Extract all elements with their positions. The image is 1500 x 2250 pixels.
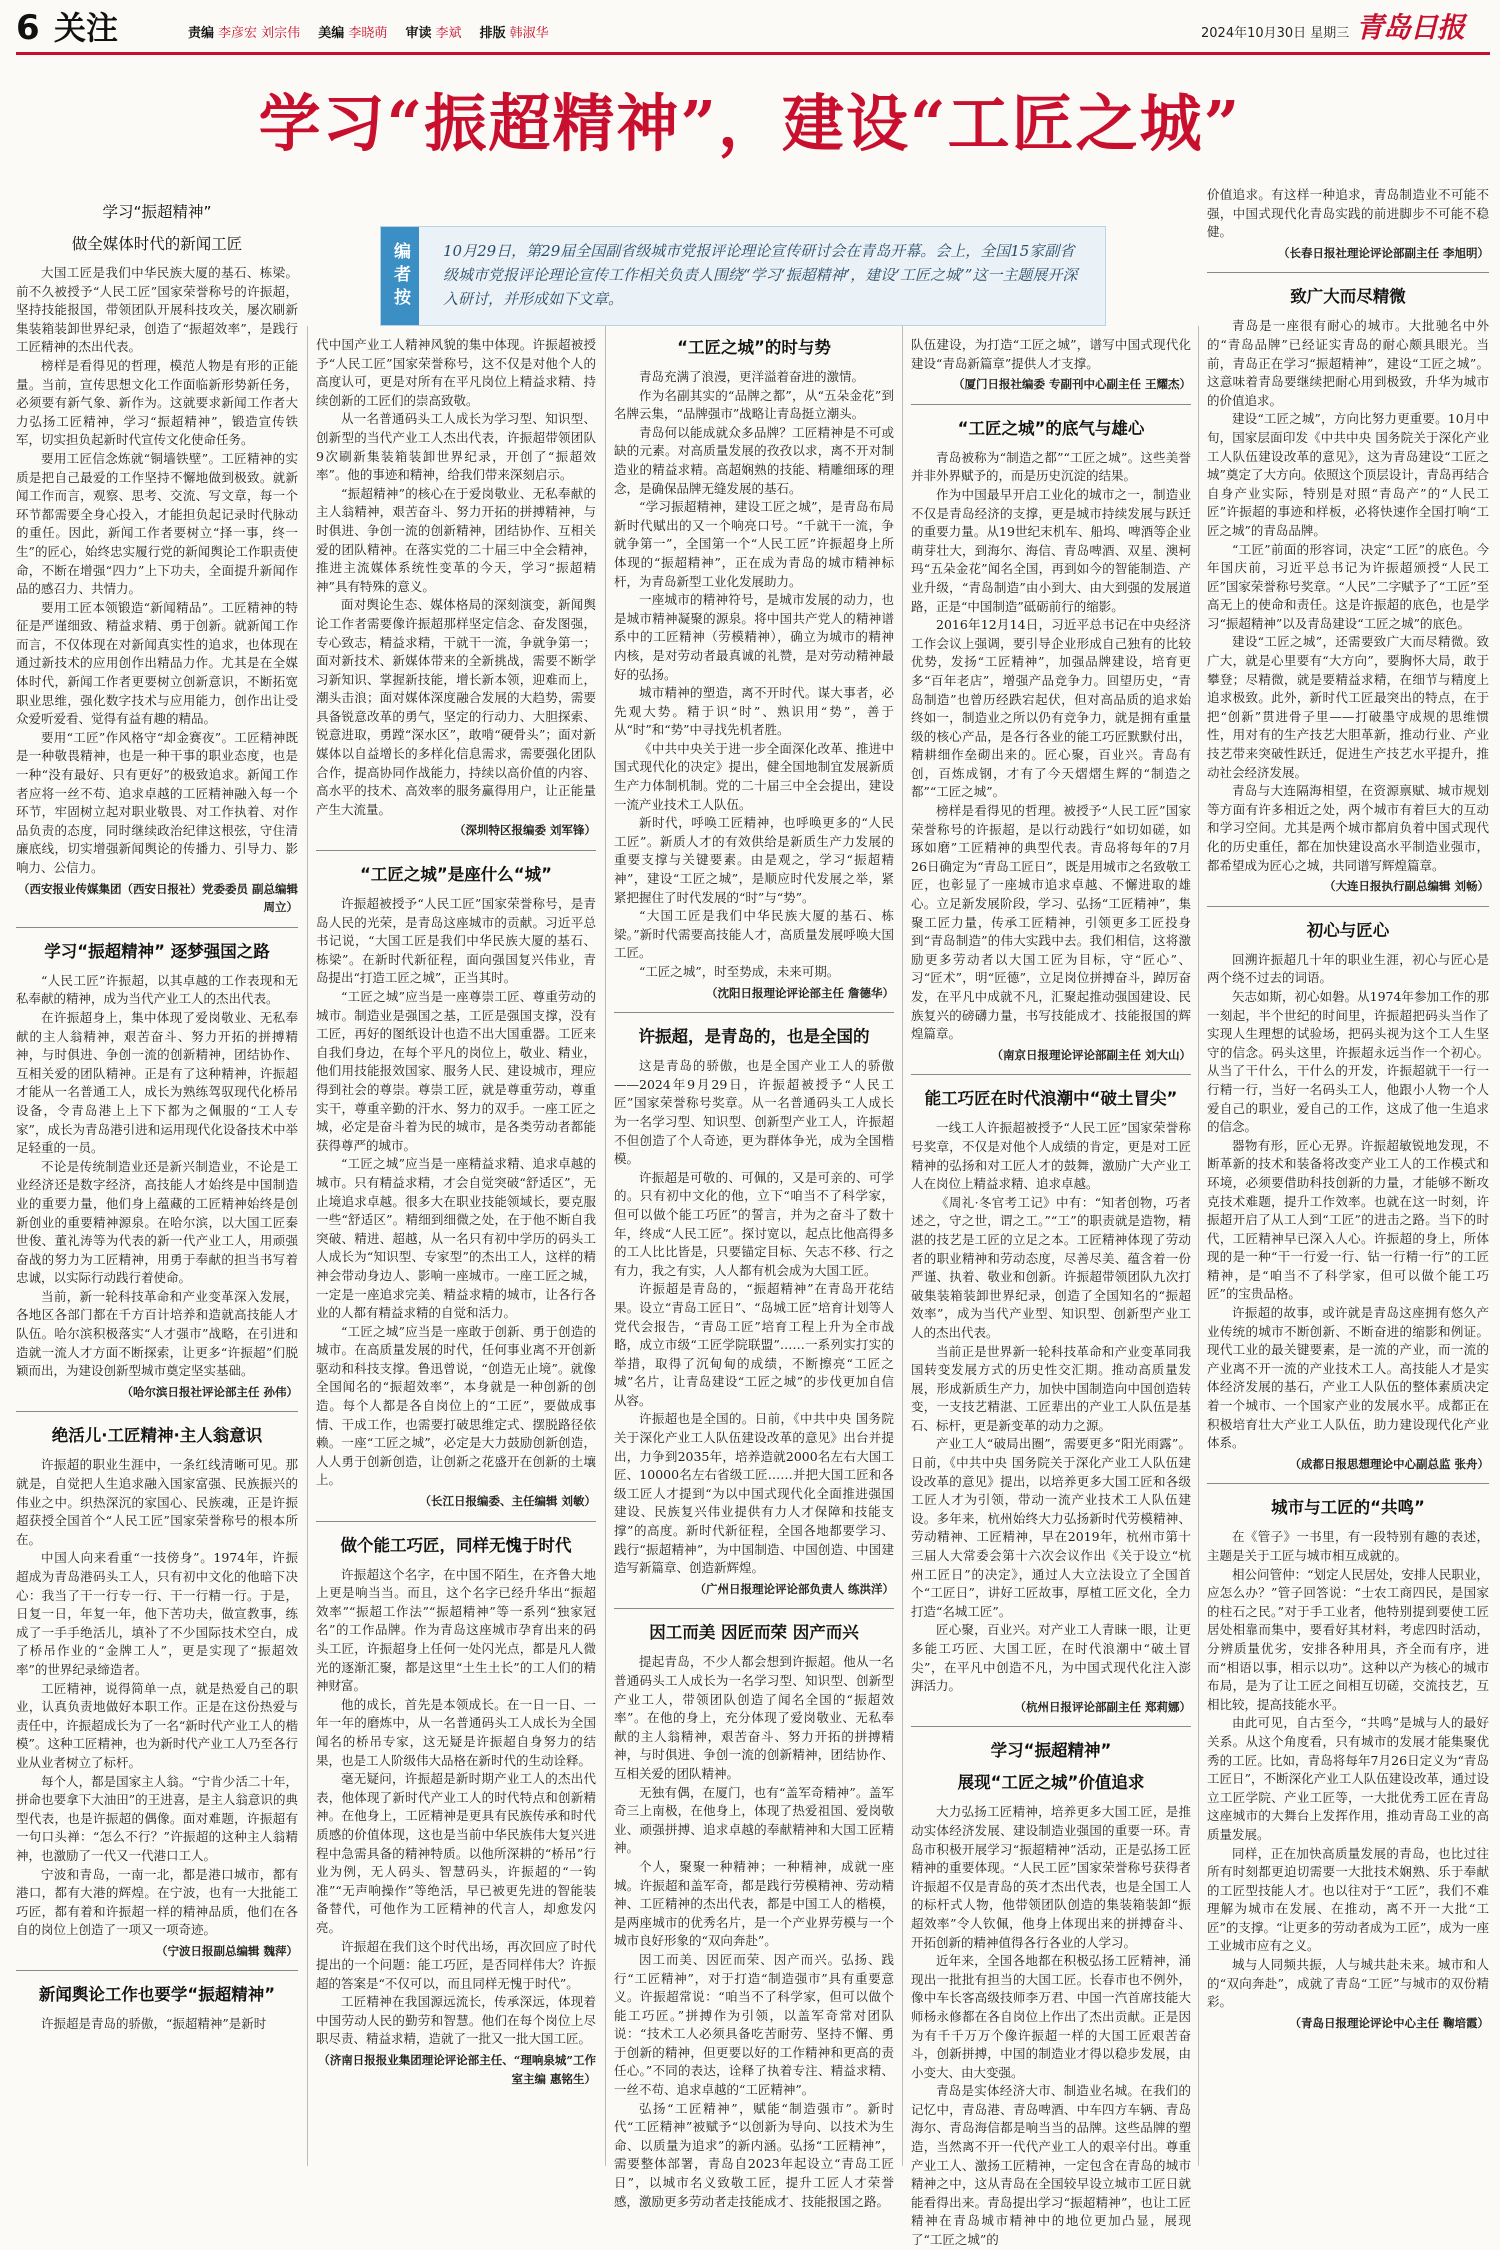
paragraph: 在许振超身上，集中体现了爱岗敬业、无私奉献的主人翁精神，艰苦奋斗、努力开拓的拼搏精神，与时俱进、争创一流的创新精神，团结协作、互相关爱的团队精神。正是有了这种精神，许振超才能从一名普通工人，成长为熟练驾驭现代化桥吊设备，令青岛港上上下下都为之佩服的“工人专家”，成长为青岛港引进和运用现代化设备技术中举足轻重的一员。 xyxy=(16,1009,298,1156)
paragraph: 工匠精神在我国源远流长，传承深远，体现着中国劳动人民的勤劳和智慧。他们在每个岗位上尽职尽责、精益求精，造就了一批又一批大国工匠。 xyxy=(316,1994,596,2047)
divider xyxy=(316,1521,596,1522)
paragraph: “学习振超精神，建设工匠之城”，是青岛布局新时代赋出的又一个响亮口号。“千就干一流，争就争第一”，全国第一个“人民工匠”许振超身上所体现的“振超精神”，正在成为青岛的城市精神标杆，为青岛新型工业化发展助力。 xyxy=(614,499,894,589)
paragraph: 许振超被授予“人民工匠”国家荣誉称号，是青岛人民的光荣，是青岛这座城市的贡献。习近平总书记说，“大国工匠是我们中华民族大厦的基石、栋梁”。在新时代新征程，面向强国复兴伟业，青岛提出“打造工匠之城”，正当其时。 xyxy=(316,896,596,986)
section-name: 关注 xyxy=(54,9,119,47)
paragraph: “工匠之城”，时至势成，未来可期。 xyxy=(639,964,840,979)
newspaper-logo: 青岛日报 xyxy=(1356,11,1465,44)
paragraph: 青岛与大连隔海相望，在资源禀赋、城市规划等方面有许多相近之处，两个城市有着巨大的互动和学习空间。尤其是两个城市都肩负着中国式现代化的历史重任，都在加快建设高水平制造业强市，都希望成为匠心之城，共同谱写辉煌篇章。 xyxy=(1207,783,1489,873)
paragraph: “工匠”前面的形容词，决定“工匠”的底色。今年国庆前，习近平总书记为许振超颁授“人民工匠”国家荣誉称号奖章。“人民”二字赋予了“工匠”至高无上的使命和责任。这是许振超的底色，也是学习“振超精神”以及青岛建设“工匠之城”的底色。 xyxy=(1207,541,1489,631)
paragraph: 器物有形，匠心无界。许振超敏锐地发现，不断革新的技术和装备将改变产业工人的工作模式和环境，必须要借助科技创新的力量，才能够不断攻克技术难题，提升工作效率。也就在这一时刻，许振超开启了从工人到“工匠”的进击之路。当下的时代，工匠精神早已深入人心。许振超的身上，所体现的是一种“干一行爱一行、钻一行精一行”的工匠精神，是“咱当不了科学家，但可以做个能工巧匠”的宝贵品格。 xyxy=(1207,1137,1489,1302)
editor-note-text: 10月29日，第29届全国副省级城市党报评论理论宣传研讨会在青岛开幕。会上，全国15家副省级城市党报评论理论宣传工作相关负责人围绕“学习‘振超精神’，建设‘工匠之城’”这一主题展开深入研讨，并形成如下文章。 xyxy=(443,242,1078,308)
paragraph: 许振超的故事，或许就是青岛这座拥有悠久产业传统的城市不断创新、不断奋进的缩影和例证。现代工业的最关键要素，是一流的产业，而一流的产业离不开一流的产业技术工人。高技能人才是实体经济发展的基石，产业工人队伍的整体素质决定着一个城市、一个国家产业的发展水平。成都正在积极培育壮大产业工人队伍，助力建设现代化产业体系。 xyxy=(1207,1305,1489,1451)
divider xyxy=(1207,906,1489,907)
paragraph: 当前，新一轮科技革命和产业变革深入发展，各地区各部门都在千方百计培养和造就高技能人才队伍。哈尔滨积极落实“人才强市”战略，在引进和造就一流人才方面不断探索，让更多“许振超”们脱颖而出，为建设创新型城市奠定坚实基础。 xyxy=(16,1288,298,1379)
paragraph: “人民工匠”许振超，以其卓越的工作表现和无私奉献的精神，成为当代产业工人的杰出代表。 xyxy=(16,972,298,1007)
byline: （杭州日报评论部副主任 郑莉娜） xyxy=(1014,1699,1191,1714)
byline: （济南日报报业集团理论评论部主任、“理响泉城”工作室主编 惠铭生） xyxy=(318,2053,596,2086)
article-title: 新闻舆论工作也要学“振超精神” xyxy=(38,1985,276,2005)
article-subtitle: 做全媒体时代的新闻工匠 xyxy=(71,235,243,253)
issue-date: 2024年10月30日 星期三 xyxy=(1201,26,1350,41)
paragraph: 这是青岛的骄傲，也是全国产业工人的骄傲——2024年9月29日，许振超被授予“人民工匠”国家荣誉称号奖章。从一名普通码头工人成长为一名学习型、知识型、创新型产业工人，许振超不但创造了个人奇迹，更为群体争光，成为全国楷模。 xyxy=(614,1058,894,1167)
column-2 xyxy=(316,336,596,2166)
paragraph: 价值追求。有这样一种追求，青岛制造业不可能不强，中国式现代化青岛实践的前进脚步不可能不稳健。 xyxy=(1207,187,1489,240)
paragraph: 相公问管仲：“划定人民居处，安排人民职业，应怎么办？”管子回答说：“士农工商四民，是国家的柱石之民。”对于手工业者，他特别提到要使工匠居处相靠而集中，要看好其材料，考虑四时活动，分辨质量优劣，安排各种用具，齐全而有序，进而“相语以事，相示以功”。这种以产为核心的城市布局，是为了让工匠之间相互切磋，交流技艺，互相比较，提高技能水平。 xyxy=(1207,1566,1489,1712)
article-title: “工匠之城”是座什么“城” xyxy=(360,865,552,885)
divider xyxy=(316,850,596,851)
paragraph: 产业工人“破局出圈”，需要更多“阳光雨露”。日前，《中共中央 国务院关于深化产业工人队伍建设改革的意见》提出，以培养更多大国工匠和各级工匠人才为引领，带动一流产业技术工人队伍建设。多年来，杭州始终大力弘扬新时代劳模精神、劳动精神、工匠精神，早在2019年，杭州市第十三届人大常委会第十六次会议作出《关于设立“杭州工匠日”的决定》，通过人大立法设立了全国首个“工匠日”，讲好工匠故事，厚植工匠文化，全力打造“名城工匠”。 xyxy=(911,1436,1191,1619)
byline: （长春日报社理论评论部副主任 李旭明） xyxy=(1277,245,1489,260)
article-title: “工匠之城”的底气与雄心 xyxy=(957,418,1145,438)
paragraph: 他的成长，首先是本领成长。在一日一日、一年一年的磨炼中，从一名普通码头工人成长为全国闻名的桥吊专家，这无疑是许振超自身努力的结果，也是工人阶级伟大品格在新时代的生动诠释。 xyxy=(316,1696,596,1768)
paragraph: 许振超是青岛的骄傲，“振超精神”是新时 xyxy=(41,2016,267,2032)
paragraph: 建设“工匠之城”，方向比努力更重要。10月中旬，国家层面印发《中共中央 国务院关于深化产业工人队伍建设改革的意见》，这为青岛建设“工匠之城”奠定了大方向。依照这个顶层设计，青岛再结合自身产业实际，特别是对照“青岛产”的“人民工匠”许振超的事迹和样板，必将快速作全国打响“工匠之城”的青岛品牌。 xyxy=(1207,411,1489,538)
byline: （宁波日报副总编辑 魏萍） xyxy=(155,1943,298,1958)
column-4 xyxy=(911,336,1191,2248)
paragraph: “大国工匠是我们中华民族大厦的基石、栋梁。”新时代需要高技能人才，高质量发展呼唤大国工匠。 xyxy=(614,908,894,961)
article-title: 能工巧匠在时代浪潮中“破土冒尖” xyxy=(924,1089,1178,1109)
divider xyxy=(16,927,298,928)
column-5 xyxy=(1207,186,1489,2166)
paragraph: 许振超这个名字，在中国不陌生，在齐鲁大地上更是响当当。而且，这个名字已经升华出“振超效率”“振超工作法”“振超精神”等一系列“独家冠名”的工作品牌。作为青岛这座城市孕育出来的码头工匠，许振超身上任何一处闪光点，都是凡人微光的逐渐汇聚，都是这里“土生土长”的工人们的精神财富。 xyxy=(316,1566,596,1694)
editor-note-tag: 编者按 xyxy=(381,227,419,325)
divider xyxy=(1207,1483,1489,1484)
paragraph: 代中国产业工人精神风貌的集中体现。许振超被授予“人民工匠”国家荣誉称号，这不仅是对他个人的高度认可，更是对所有在平凡岗位上精益求精、持续创新的工匠们的崇高致敬。 xyxy=(316,337,596,408)
paragraph: 由此可见，自古至今，“共鸣”是城与人的最好关系。从这个角度看，只有城市的发展才能集聚优秀的工匠。比如，青岛将每年7月26日定义为“青岛工匠日”，不断深化产业工人队伍建设改革，通过设立工匠学院、产业工匠等，一大批优秀工匠在青岛这座城市的大舞台上发挥作用，推动青岛工业的高质量发展。 xyxy=(1207,1715,1489,1842)
paragraph: 要用工匠本领锻造“新闻精品”。工匠精神的特征是严谨细致、精益求精、勇于创新。就新闻工作而言，不仅体现在对新闻真实性的追求，也体现在通过新技术的应用创作出精品力作。尤其是在全媒体时代，新闻工作者更要树立创新意识，不断拓宽职业思维，强化数字技术与应用能力，创作出让受众爱听爱看、觉得有益有趣的精品。 xyxy=(16,599,298,727)
byline: （青岛日报理论评论中心主任 鞠培霞） xyxy=(1289,2015,1489,2030)
paragraph: 作为中国最早开启工业化的城市之一，制造业不仅是青岛经济的支撑，更是城市持续发展与跃迁的重要力量。从19世纪末机车、船坞、啤酒等企业萌芽壮大，到海尔、海信、青岛啤酒、双星、澳柯玛“五朵金花”闻名全国，再到如今的智能制造、产业升级，“青岛制造”由小到大、由大到强的发展道路，正是“中国制造”砥砺前行的缩影。 xyxy=(911,486,1191,614)
paragraph: 提起青岛，不少人都会想到许振超。他从一名普通码头工人成长为一名学习型、知识型、创新型产业工人，带领团队创造了闻名全国的“振超效率”。在他的身上，充分体现了爱岗敬业、无私奉献的主人翁精神，艰苦奋斗、努力开拓的拼搏精神，与时俱进、争创一流的创新精神，团结协作、互相关爱的团队精神。 xyxy=(614,1654,894,1781)
paragraph: 大力弘扬工匠精神，培养更多大国工匠，是推动实体经济发展、建设制造业强国的重要一环。青岛市积极开展学习“振超精神”活动，正是弘扬工匠精神的重要体现。“人民工匠”国家荣誉称号获得者许振超不仅是青岛的英才杰出代表，也是全国工人的标杆式人物，他带领团队创造的集装箱装卸“振超效率”令人钦佩，他身上体现出来的拼搏奋斗、开拓创新的精神值得各行各业的人学习。 xyxy=(911,1804,1191,1950)
column-3 xyxy=(614,336,894,2209)
paragraph: 因工而美、因匠而荣、因产而兴。弘扬、践行“工匠精神”，对于打造“制造强市”具有重要意义。许振超常说：“咱当不了科学家，但可以做个能工巧匠。”拼搏作为引领，以盖军奇常对团队说：“技术工人必须具备吃苦耐劳、坚持不懈、勇于创新的精神，但更要以好的工作精神和更高的责任心。”不同的表达，诠释了执着专注、精益求精、一丝不苟、追求卓越的“工匠精神”。 xyxy=(614,1951,894,2098)
byline: （西安报业传媒集团（西安日报社）党委委员 副总编辑 周立） xyxy=(17,881,298,915)
article-title: 因工而美 因匠而荣 因产而兴 xyxy=(649,1623,859,1643)
masthead xyxy=(16,8,1490,55)
paragraph: 榜样是看得见的哲理。被授予“人民工匠”国家荣誉称号的许振超，是以行动践行“如切如磋，如琢如磨”工匠精神的典型代表。青岛将每年的7月26日确定为“青岛工匠日”，既是用城市之名致敬工匠，也彰显了一座城市追求卓越、不懈进取的雄心。立足新发展阶段，学习、弘扬“工匠精神”，集聚工匠力量，传承工匠精神，引领更多工匠投身到“青岛制造”的伟大实践中去。我们相信，这将激励更多劳动者以大国工匠为目标，守“匠心”、习“匠术”，明“匠德”，立足岗位拼搏奋斗，踔厉奋发，在平凡中成就不凡，汇聚起推动强国建设、民族复兴的磅礴力量，书写技能成才、技能报国的辉煌篇章。 xyxy=(911,803,1191,1042)
paragraph: 许振超是可敬的、可佩的，又是可亲的、可学的。只有初中文化的他，立下“咱当不了科学家，但可以做个能工巧匠”的誓言，并为之奋斗了数十年，终成“人民工匠”。探讨宽以，起点比他高得多的工人比比皆是，只要锚定目标、矢志不移、行之有力，我之有实，人人都有机会成为大国工匠。 xyxy=(614,1169,894,1278)
paragraph: 在《管子》一书里，有一段特别有趣的表述，主题是关于工匠与城市相互成就的。 xyxy=(1207,1529,1489,1563)
credits: 责编 李彦宏 刘宗伟 美编 李晓萌 审读 李斌 排版 韩淑华 xyxy=(188,26,549,41)
paragraph: 许振超也是全国的。日前，《中共中央 国务院关于深化产业工人队伍建设改革的意见》出台并提出，力争到2035年，培养造就2000名左右大国工匠、10000名左右省级工匠……并把大国工匠和各级工匠人才提到“为以中国式现代化全面推进强国建设、民族复兴伟业提供有力人才保障和技能支撑”的高度。新时代新征程，全国各地都要学习、践行“振超精神”，为中国制造、中国创造、中国建造写新篇章、创造新辉煌。 xyxy=(614,1411,894,1576)
paragraph: 要用“工匠”作风格守“却金赛夜”。工匠精神既是一种敬畏精神，也是一种干事的职业态度，也是一种“没有最好、只有更好”的极致追求。新闻工作者应将一丝不苟、追求卓越的工匠精神融入每一个环节，牢固树立起对职业敬畏、对工作执着、对作品负责的态度，同时继续政治纪律这根弦，守住清廉底线，切实增强新闻舆论的传播力、引导力、影响力、公信力。 xyxy=(16,729,298,875)
paragraph: 近年来，全国各地都在积极弘扬工匠精神，涌现出一批批有担当的大国工匠。长春市也不例外，像中车长客高级技师李万君、中国一汽首席技能大师杨永修都在各自岗位上作出了杰出贡献。正是因为有千千万万个像许振超一样的大国工匠艰苦奋斗，创新拼搏，中国的制造业才得以稳步发展，由小变大、由大变强。 xyxy=(911,1953,1191,2080)
divider xyxy=(16,1970,298,1971)
paragraph: 建设“工匠之城”，还需要致广大而尽精微。致广大，就是心里要有“大方向”，要胸怀大局，敢于攀登；尽精微，就是要精益求精，在细节与精度上追求极致。此外，新时代工匠最突出的特点，在于把“创新”贯进骨子里——打破墨守成规的思维惯性，用对有的生产技艺大胆革新，推动行业、产业技艺带来突破性跃迁，促进生产技艺水平提升，推动社会经济发展。 xyxy=(1207,634,1489,780)
article-title: 城市与工匠的“共鸣” xyxy=(1271,1498,1425,1518)
paragraph: 从一名普通码头工人成长为学习型、知识型、创新型的当代产业工人杰出代表，许振超带领团队9次刷新集装箱装卸世界纪录，开创了“振超效率”。他的事迹和精神，给我们带来深刻启示。 xyxy=(316,411,596,483)
divider xyxy=(614,1012,894,1013)
page-number: 6 xyxy=(16,8,40,48)
divider xyxy=(911,1074,1191,1075)
article-title: 学习“振超精神” xyxy=(990,1741,1112,1761)
divider xyxy=(614,1608,894,1609)
paragraph: 《周礼·冬官考工记》中有：“知者创物，巧者述之，守之世，谓之工。”“工”的职责就是造物，精湛的技艺是工匠的立足之本。工匠精神体现了劳动者的职业精神和劳动态度，尽善尽美、蕴含着一份严谨、执着、敬业和创新。许振超带领团队九次打破集装箱装卸世界纪录，创造了全国知名的“振超效率”，成为当代产业型、知识型、创新型产业工人的杰出代表。 xyxy=(911,1194,1191,1340)
paragraph: 不论是传统制造业还是新兴制造业，不论是工业经济还是数字经济，高技能人才始终是中国制造业的重要力量，他们身上蕴藏的工匠精神始终是创新创业的重要精神源泉。在哈尔滨，以大国工匠秦世俊、董礼涛等为代表的新一代产业工人，用顽强奋战的努力为工匠精神，用勇于奉献的担当书写着忠诚，以实际行动践行着使命。 xyxy=(16,1158,298,1286)
byline: （沈阳日报理论评论部主任 詹德华） xyxy=(705,985,894,1000)
paragraph: 无独有偶，在厦门，也有“盖军奇精神”。盖军奇三上南极，在他身上，体现了热爱祖国、爱岗敬业、顽强拼搏、追求卓越的奉献精神和大国工匠精神。 xyxy=(614,1784,894,1856)
paragraph: 矢志如斯，初心如磐。从1974年参加工作的那一刻起，半个世纪的时间里，许振超把码头当作了实现人生理想的试验场，把码头视为这个工人生坚守的信念。码头这里，许振超永远当作一个初心。从当了干什么，干什么的开发，许振超就干一行一行精一行，当好一名码头工人，他跟小人物一个人爱自己的职业，爱自己的工作，这成了他一生追求的信念。 xyxy=(1207,988,1489,1135)
divider xyxy=(911,1726,1191,1727)
article-title: 做个能工巧匠，同样无愧于时代 xyxy=(340,1535,572,1555)
paragraph: 城与人同频共振，人与城共赴未来。城市和人的“双向奔赴”，成就了青岛“工匠”与城市的双份精彩。 xyxy=(1207,1957,1489,2010)
article-title: 初心与匠心 xyxy=(1306,920,1390,940)
paragraph: 宁波和青岛，一南一北，都是港口城市，都有港口，都有大港的辉煌。在宁波，也有一大批能工巧匠，都有着和许振超一样的精神品质，他们在各自的岗位上创造了一项又一项奇迹。 xyxy=(16,1866,298,1938)
divider xyxy=(16,1411,298,1412)
paragraph: 青岛何以能成就众多品牌？工匠精神是不可或缺的元素。对高质量发展的孜孜以求，离不开对制造业的精益求精。高超娴熟的技能、精雕细琢的理念，是确保品牌无缝发展的基石。 xyxy=(614,424,894,496)
byline: （南京日报理论评论部副主任 刘大山） xyxy=(991,1047,1191,1062)
page-headline: 学习“振超精神”，建设“工匠之城” xyxy=(258,87,1242,160)
column-rule xyxy=(1198,326,1199,2166)
paragraph: “工匠之城”应当是一座精益求精、追求卓越的城市。只有精益求精，才会自觉突破“舒适区”，无止境追求卓越。很多大在职业技能领域长，要克服一些“舒适区”。精细到细微之处，在于他不断自我突破、精进、超越，从一名只有初中学历的码头工人成长为“知识型、专家型”的杰出工人，这样的精神会带动身边人、影响一座城市。一座工匠之城，一定是一座追求完美、精益求精的城市，让各行各业的人都有精益求精的自觉和活力。 xyxy=(316,1156,596,1321)
paragraph: 要用工匠信念炼就“铜墙铁壁”。工匠精神的实质是把自己最爱的工作坚持不懈地做到极致。就新闻工作而言，观察、思考、交流、写文章，每一个环节都需要全身心投入，才能担负起记录时代脉动的重任。因此，新闻工作者要树立“择一事，终一生”的匠心，始终忠实履行党的新闻舆论工作职责使命，不断在增强“四力”上下功夫，全面提升新闻作品的感召力、共情力。 xyxy=(16,450,298,597)
paragraph: 毫无疑问，许振超是新时期产业工人的杰出代表，他体现了新时代产业工人的时代特点和创新精神。在他身上，工匠精神是更具有民族传承和时代质感的价值体现，这也是当前中华民族伟大复兴进程中急需具备的精神特质。以他所深耕的“桥吊”行业为例，无人码头、智慧码头，许振超的“一钩准”“无声响操作”等绝活，早已被更先进的智能装备替代，可他作为工匠精神的代言人，却愈发闪亮。 xyxy=(316,1771,596,1935)
column-1 xyxy=(16,200,298,2165)
article-title: 学习“振超精神” xyxy=(102,203,212,221)
paragraph: 作为名副其实的“品牌之都”，从“五朵金花”到名牌云集，“品牌强市”战略让青岛挺立潮头。 xyxy=(614,387,894,422)
paragraph: 2016年12月14日，习近平总书记在中央经济工作会议上强调，要引导企业形成自己独有的比较优势，发扬“工匠精神”，加强品牌建设，培育更多“百年老店”，增强产品竞争力。回望历史，“青岛制造”也曾历经跌宕起伏，但对高品质的追求始终如一，制造业之所以仍有竞争力，就是拥有重量级的核心产品，是各行各业的能工巧匠默默付出，精耕细作垒砌出来的。匠心聚，百业兴。青岛有创，百炼成钢，才有了今天熠熠生辉的“制造之都”“工匠之城”。 xyxy=(911,617,1191,800)
paragraph: 中国人向来看重“一技傍身”。1974年，许振超成为青岛港码头工人，只有初中文化的他暗下决心：我当了干一行专一行、干一行精一行。于是，日复一日，年复一年，他下苦功夫，做宣教事，练成了一手手绝活儿，填补了不少国际技术空白，成了桥吊作业的“金牌工人”，更是实现了“振超效率”的世界纪录缔造者。 xyxy=(16,1550,298,1677)
column-rule xyxy=(605,326,606,2166)
paragraph: 许振超是青岛的，“振超精神”在青岛开花结果。设立“青岛工匠日”、“岛城工匠”培育计划等人党代会报告，“青岛工匠”培育工程上升为全市战略，成立市级“工匠学院联盟”……一系列实打实的举措，取得了沉甸甸的成绩，不断擦亮“工匠之城”名片，让青岛建设“工匠之城”的步伐更加自信从容。 xyxy=(614,1281,894,1408)
divider xyxy=(1207,272,1489,273)
paragraph: 当前正是世界新一轮科技革命和产业变革同我国转变发展方式的历史性交汇期。推动高质量发展，形成新质生产力，加快中国制造向中国创造转变，一支技艺精湛、工匠辈出的产业工人队伍是基石、标杆，更是新变革的动力之源。 xyxy=(911,1343,1191,1433)
paragraph: 许振超在我们这个时代出场，再次回应了时代提出的一个问题：能工巧匠，是否同样伟大？许振超的答案是“不仅可以，而且同样无愧于时代”。 xyxy=(316,1938,596,1991)
paragraph: 新时代，呼唤工匠精神，也呼唤更多的“人民工匠”。新质人才的有效供给是新质生产力发展的重要支撑与关键要素。由是观之，学习“振超精神”，建设“工匠之城”，是顺应时代发展之举，紧紧把握住了时代发展的“时”与“势”。 xyxy=(614,815,894,905)
paragraph: 青岛是一座很有耐心的城市。大批驰名中外的“青岛品牌”已经证实青岛的耐心颇具眼光。当前，青岛正在学习“振超精神”，建设“工匠之城”。这意味着青岛要继续把耐心用到极致，升华为城市的价值追求。 xyxy=(1207,318,1489,408)
editor-note xyxy=(380,226,1106,326)
article-title: 学习“振超精神” 逐梦强国之路 xyxy=(44,941,270,961)
byline: （大连日报执行副总编辑 刘畅） xyxy=(1323,879,1489,894)
paragraph: 匠心聚，百业兴。对产业工人青睐一眼，让更多能工巧匠、大国工匠，在时代浪潮中“破土冒尖”，在平凡中创造不凡，为中国式现代化注入澎湃活力。 xyxy=(911,1622,1191,1694)
article-title: 致广大而尽精微 xyxy=(1290,287,1406,307)
paragraph: 青岛被称为“制造之都”“工匠之城”。这些美誉并非外界赋予的，而是历史沉淀的结果。 xyxy=(911,449,1191,484)
paragraph: “工匠之城”应当是一座尊崇工匠、尊重劳动的城市。制造业是强国之基，工匠是强国支撑，没有工匠，再好的图纸设计也造不出大国重器。工匠来自我们身边，在每个平凡的岗位上，敬业、精业，他们用技能报效国家、服务人民、建设城市，理应得到社会的尊崇。尊崇工匠，就是尊重劳动，尊重实干，尊重辛勤的汗水、努力的双手。一座工匠之城，必定是奋斗着为民的城市，是各类劳动者都能获得尊严的城市。 xyxy=(316,989,596,1153)
paragraph: 城市精神的塑造，离不开时代。谋大事者，必先观大势。精于识“时”、熟识用“势”，善于从“时”和“势”中寻找先机者胜。 xyxy=(614,685,894,738)
column-rule xyxy=(902,326,903,2166)
byline: （广州日报理论评论部负责人 练洪洋） xyxy=(694,1581,894,1596)
paragraph: 一座城市的精神符号，是城市发展的动力，也是城市精神凝聚的源泉。将中国共产党人的精神谱系中的工匠精神（劳模精神），确立为城市的精神内核，是对劳动者最真诚的礼赞，是对劳动精神最好的弘扬。 xyxy=(614,592,894,682)
paragraph: 许振超的职业生涯中，一条红线清晰可见。那就是，自觉把人生追求融入国家富强、民族振兴的伟业之中。织热深沉的家国心、民族魂，正是许振超获授全国首个“人民工匠”国家荣誉称号的根本所在。 xyxy=(16,1457,298,1547)
article-subtitle: 展现“工匠之城”价值追求 xyxy=(957,1773,1145,1793)
paragraph: 榜样是看得见的哲理，模范人物是有形的正能量。当前，宣传思想文化工作面临新形势新任务，必须要有新气象、新作为。这就要求新闻工作者大力弘扬工匠精神，学习“振超精神”，锻造宣传铁军，切实担负起新时代宣传文化使命任务。 xyxy=(16,357,298,448)
byline: （成都日报思想理论中心副总监 张舟） xyxy=(1289,1456,1489,1471)
paragraph: “振超精神”的核心在于爱岗敬业、无私奉献的主人翁精神，艰苦奋斗、努力开拓的拼搏精神，与时俱进、争创一流的创新精神，团结协作、互相关爱的团队精神。在落实党的二十届三中全会精神，推进主流媒体系统性变革的今天，学习“振超精神”具有特殊的意义。 xyxy=(316,485,596,594)
paragraph: 一线工人许振超被授予“人民工匠”国家荣誉称号奖章，不仅是对他个人成绩的肯定，更是对工匠精神的弘扬和对工匠人才的鼓舞，激励广大产业工人在岗位上精益求精、追求卓越。 xyxy=(911,1120,1191,1192)
paragraph: 每个人，都是国家主人翁。“宁肯少活二十年，拼命也要拿下大油田”的王进喜，是主人翁意识的典型代表，也是许振超的偶像。面对难题，许振超有一句口头禅：“怎么不行？”许振超的这种主人翁精神，也激励了一代又一代港口工人。 xyxy=(16,1773,298,1863)
paragraph: “工匠之城”应当是一座敢于创新、勇于创造的城市。在高质量发展的时代，任何事业离不开创新驱动和科技支撑。鲁迅曾说，“创造无止境”。就像全国闻名的“振超效率”，本身就是一种创新的创造。每个人都是各自岗位上的“工匠”，要做成事情、干成工作，也需要打破思维定式、摆脱路径依赖。一座“工匠之城”，必定是大力鼓励创新创造，人人勇于创新创造，让创新之花盛开在创新的土壤上。 xyxy=(316,1323,596,1488)
byline: （长江日报编委、主任编辑 刘敏） xyxy=(419,1494,596,1509)
paragraph: 青岛充满了浪漫，更洋溢着奋进的激情。 xyxy=(639,369,865,384)
paragraph: 同样，正在加快高质量发展的青岛，也比过往所有时刻都更迫切需要一大批技术娴熟、乐于奉献的工匠型技能人才。也以往对于“工匠”，我们不难理解为城市在发展、在推动，离不开一大批“工匠”的支撑。“让更多的劳动者成为工匠”，成为一座工业城市应有之义。 xyxy=(1207,1845,1489,1954)
article-title: “工匠之城”的时与势 xyxy=(677,338,831,357)
article-title: 许振超，是青岛的，也是全国的 xyxy=(638,1027,870,1047)
byline: （深圳特区报编委 刘军锋） xyxy=(453,823,596,838)
article-title: 绝活儿·工匠精神·主人翁意识 xyxy=(51,1426,263,1446)
paragraph: 回溯许振超几十年的职业生涯，初心与匠心是两个绕不过去的词语。 xyxy=(1207,951,1489,986)
paragraph: 个人，聚聚一种精神；一种精神，成就一座城。许振超和盖军奇，都是践行劳模精神、劳动精神、工匠精神的杰出代表，都是中国工人的楷模，是两座城市的优秀名片，是一个产业界劳模与一个城市良好形象的“双向奔赴”。 xyxy=(614,1858,894,1949)
byline: （哈尔滨日报社评论部主任 孙伟） xyxy=(121,1384,298,1399)
paragraph: 队伍建设，为打造“工匠之城”，谱写中国式现代化建设“青岛新篇章”提供人才支撑。 xyxy=(911,337,1191,371)
byline: （厦门日报社编委 专副刊中心副主任 王耀杰） xyxy=(952,377,1191,392)
paragraph: 《中共中央关于进一步全面深化改革、推进中国式现代化的决定》提出，健全国地制宜发展新质生产力体制机制。党的二十届三中全会提出，建设一流产业技术工人队伍。 xyxy=(614,740,894,812)
paragraph: 弘扬“工匠精神”，赋能“制造强市”。新时代“工匠精神”被赋予“以创新为导向、以技术为生命、以质量为追求”的新内涵。弘扬“工匠精神”，需要整体部署，青岛自2023年起设立“青岛工匠日”，以城市名义致敬工匠，提升工匠人才荣誉感，激励更多劳动者走技能成才、技能报国之路。 xyxy=(614,2100,894,2209)
column-rule xyxy=(307,326,308,2166)
paragraph: 青岛是实体经济大市、制造业名城。在我们的记忆中，青岛港、青岛啤酒、中车四方车辆、青岛海尔、青岛海信都是响当当的品牌。这些品牌的塑造，当然离不开一代代产业工人的艰辛付出。尊重产业工人、激扬工匠精神，一定包含在青岛的城市精神之中，这从青岛在全国较早设立城市工匠日就能看得出来。青岛提出学习“振超精神”，也让工匠精神在青岛城市精神中的地位更加凸显，展现了“工匠之城”的 xyxy=(911,2083,1191,2248)
paragraph: 工匠精神，说得简单一点，就是热爱自己的职业，认真负责地做好本职工作。正是在这份热爱与责任中，许振超成长为了一名“新时代产业工人的楷模”。这种工匠精神，也为新时代产业工人乃至各行业从业者树立了标杆。 xyxy=(16,1680,298,1770)
paragraph: 面对舆论生态、媒体格局的深刻演变，新闻舆论工作者需要像许振超那样坚定信念、奋发图强，专心致志，精益求精，干就干一流，争就争第一；面对新技术、新媒体带来的全新挑战，需要不断学习新知识、掌握新技能，增长新本领，迎难而上，潮头击浪；面对媒体深度融合发展的大趋势，需要具备锐意改革的勇气，坚定的行动力、大胆探索、锐意进取，勇蹚“深水区”，敢啃“硬骨头”；面对新媒体以自益增长的多样化信息需求，需要强化团队合作，提高协同作战能力，持续以高价值的内容、高水平的技术、高效率的服务赢得用户，让正能量产生大流量。 xyxy=(316,597,596,817)
paragraph: 大国工匠是我们中华民族大厦的基石、栋梁。前不久被授予“人民工匠”国家荣誉称号的许振超，坚持技能报国，带领团队开展科技攻关，屡次刷新集装箱装卸世界纪录，创造了“振超效率”，是践行工匠精神的杰出代表。 xyxy=(16,265,298,355)
divider xyxy=(911,404,1191,405)
